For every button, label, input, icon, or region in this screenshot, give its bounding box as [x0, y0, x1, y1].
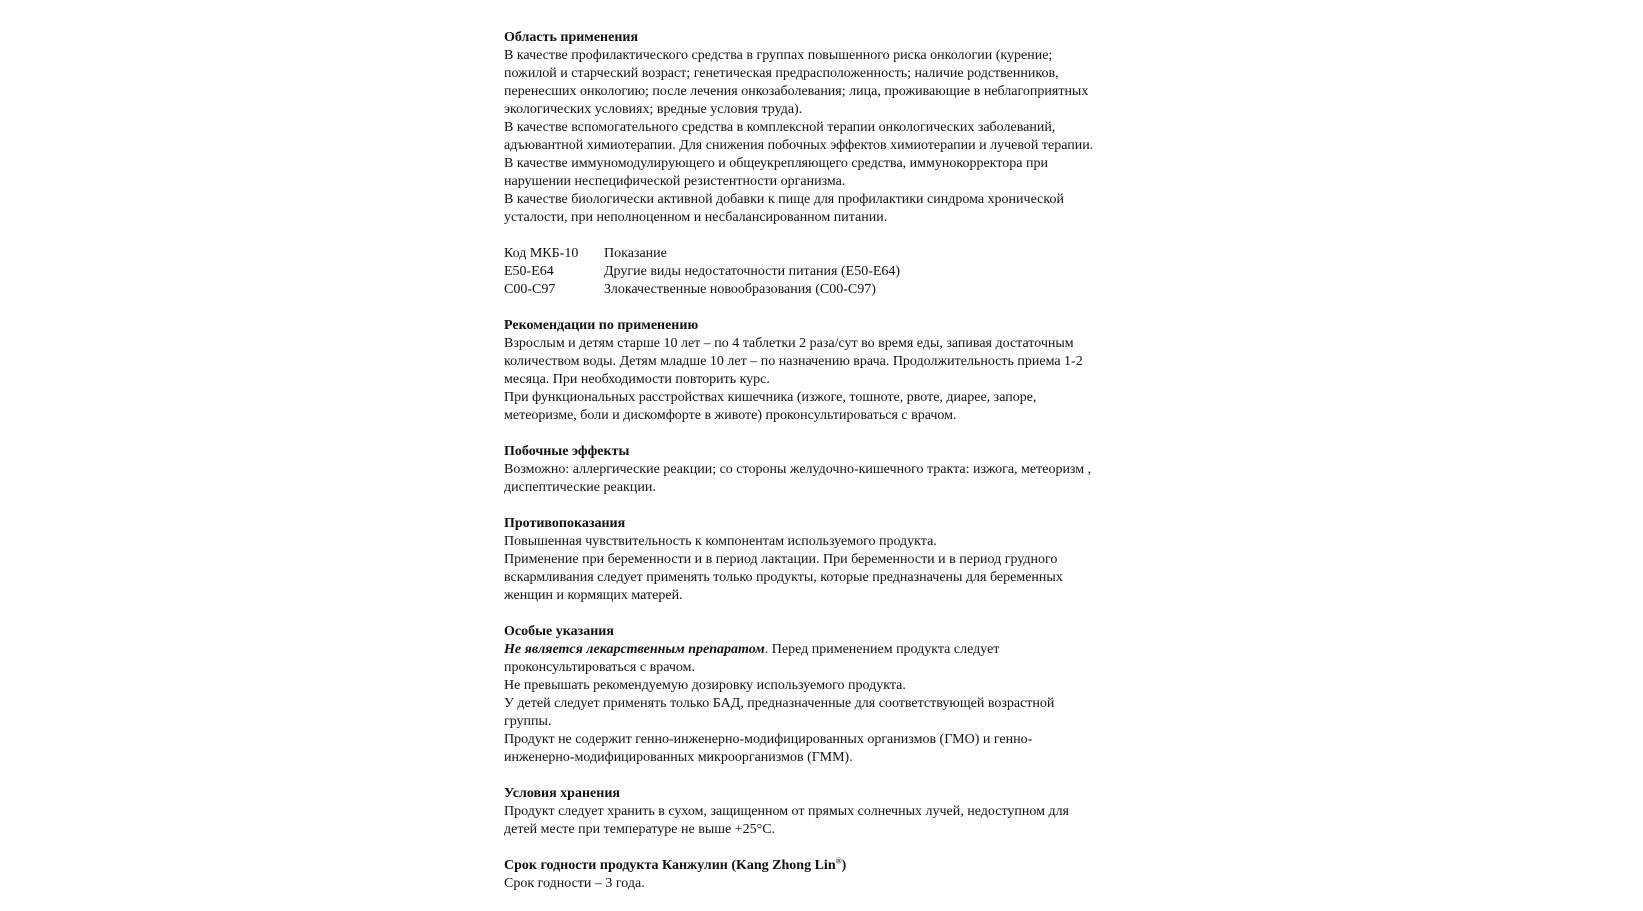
section-heading: Рекомендации по применению: [504, 318, 699, 333]
emphasis-text: Не является лекарственным препаратом: [504, 642, 765, 657]
text-line: диспептические реакции.: [504, 480, 656, 495]
icd-indication-header: Показание: [604, 246, 667, 261]
text-line: адъювантной химиотерапии. Для снижения побочных эффектов химиотерапии и лучевой терапии.: [504, 138, 1094, 153]
text-line: экологических условиях; вредные условия труда).: [504, 102, 803, 117]
text-line: вскармливания следует применять только продукты, которые предназначены для беременных: [504, 570, 1063, 585]
text-line: В качестве профилактического средства в группах повышенного риска онкологии (курение;: [504, 48, 1053, 63]
text-line: количеством воды. Детям младше 10 лет – по назначению врача. Продолжительность приема 1-2: [504, 354, 1083, 369]
text-line: В качестве биологически активной добавки к пище для профилактики синдрома хронической: [504, 192, 1064, 207]
text-line: пожилой и старческий возраст; генетическая предрасположенность; наличие родственников,: [504, 66, 1059, 81]
heading-close: ): [841, 858, 847, 873]
section-icd-table: [504, 245, 1184, 299]
section-storage: [504, 785, 1184, 839]
section-contraindications: [504, 515, 1184, 605]
text-line: детей месте при температуре не выше +25°C.: [504, 822, 776, 837]
section-recommendations: [504, 317, 1184, 425]
text-line: проконсультироваться с врачом.: [504, 660, 695, 675]
document-page: [504, 29, 1184, 911]
icd-indication: Другие виды недостаточности питания (E50-E64): [604, 264, 901, 279]
section-heading: Особые указания: [504, 624, 614, 639]
text-line: Не превышать рекомендуемую дозировку используемого продукта.: [504, 678, 906, 693]
icd-row: [504, 263, 1184, 281]
icd-indication: Злокачественные новообразования (C00-C97): [604, 282, 876, 297]
section-special-notes: [504, 623, 1184, 767]
section-heading: Область применения: [504, 30, 639, 45]
text-line: Повышенная чувствительность к компонентам используемого продукта.: [504, 534, 937, 549]
heading-text: Срок годности продукта Канжулин (Kang Zhong Lin: [504, 858, 836, 873]
text-line: В качестве иммуномодулирующего и общеукрепляющего средства, иммунокорректора при: [504, 156, 1048, 171]
text-line: Возможно: аллергические реакции; со стороны желудочно-кишечного тракта: изжога, метеоризм ,: [504, 462, 1092, 477]
text-line: При функциональных расстройствах кишечника (изжоге, тошноте, рвоте, диарее, запоре,: [504, 390, 1037, 405]
section-heading: [504, 857, 1184, 875]
section-heading: Побочные эффекты: [504, 444, 630, 459]
registered-mark: ®: [835, 856, 842, 866]
icd-row: [504, 281, 1184, 299]
text-line: месяца. При необходимости повторить курс.: [504, 372, 770, 387]
text-line: группы.: [504, 714, 552, 729]
text-line: Продукт следует хранить в сухом, защищенном от прямых солнечных лучей, недоступном для: [504, 804, 1069, 819]
text-line: перенесших онкологию; после лечения онкозаболевания; лица, проживающие в неблагоприятных: [504, 84, 1089, 99]
icd-code: E50-E64: [504, 264, 554, 279]
text-line: Продукт не содержит генно-инженерно-модифицированных организмов (ГМО) и генно-: [504, 732, 1033, 747]
text-line: нарушении неспецифической резистентности организма.: [504, 174, 846, 189]
section-side-effects: [504, 443, 1184, 497]
icd-code-header: Код МКБ-10: [504, 246, 579, 261]
text-line: У детей следует применять только БАД, предназначенные для соответствующей возрастной: [504, 696, 1055, 711]
text-line: В качестве вспомогательного средства в комплексной терапии онкологических заболеваний,: [504, 120, 1056, 135]
text-line: усталости, при неполноценном и несбалансированном питании.: [504, 210, 888, 225]
text-line: Взрослым и детям старше 10 лет – по 4 таблетки 2 раза/сут во время еды, запивая достаточным: [504, 336, 1074, 351]
text-line: инженерно-модифицированных микроорганизмов (ГММ).: [504, 750, 853, 765]
section-heading: Противопоказания: [504, 516, 626, 531]
text-line: женщин и кормящих матерей.: [504, 588, 683, 603]
section-application: [504, 29, 1184, 227]
icd-header-row: [504, 245, 1184, 263]
text-line: Применение при беременности и в период лактации. При беременности и в период грудного: [504, 552, 1058, 567]
text-line: [504, 641, 1184, 659]
text-line: метеоризме, боли и дискомфорте в животе) проконсультироваться с врачом.: [504, 408, 957, 423]
text-line: Срок годности – 3 года.: [504, 876, 645, 891]
text-fragment: . Перед применением продукта следует: [764, 642, 1000, 657]
section-shelf-life: [504, 857, 1184, 893]
icd-code: C00-C97: [504, 282, 556, 297]
section-heading: Условия хранения: [504, 786, 620, 801]
